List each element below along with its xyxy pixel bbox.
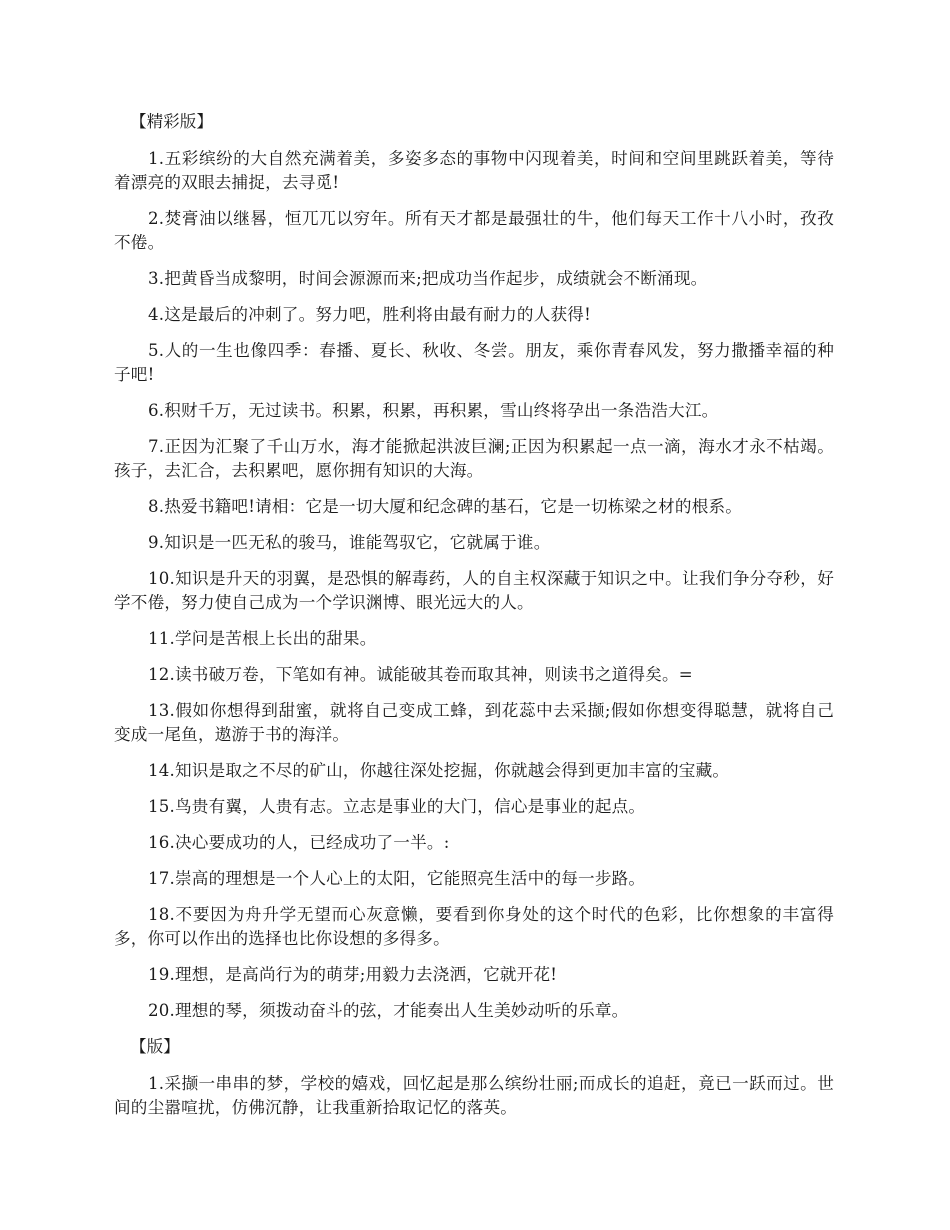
- paragraph-7: 7.正因为汇聚了千山万水，海才能掀起洪波巨澜;正因为积累起一点一滴，海水才永不枯竭。孩子，去汇合，去积累吧，愿你拥有知识的大海。: [114, 437, 834, 480]
- paragraph-1: 1.五彩缤纷的大自然充满着美，多姿多态的事物中闪现着美，时间和空间里跳跃着美，等待着漂亮的双眼去捕捉，去寻觅!: [114, 149, 834, 192]
- paragraph-6: 6.积财千万，无过读书。积累，积累，再积累，雪山终将孕出一条浩浩大江。: [148, 401, 719, 420]
- paragraph-20: 20.理想的琴，须拨动奋斗的弦，才能奏出人生美妙动听的乐章。: [148, 1001, 629, 1020]
- paragraph-16: 16.决心要成功的人，已经成功了一半。:: [148, 833, 450, 852]
- paragraph-4: 4.这是最后的冲刺了。努力吧，胜利将由最有耐力的人获得!: [148, 305, 591, 324]
- paragraph-12: 12.读书破万卷，下笔如有神。诚能破其卷而取其神，则读书之道得矣。=: [148, 665, 693, 684]
- paragraph-14: 14.知识是取之不尽的矿山，你越往深处挖掘，你就越会得到更加丰富的宝藏。: [148, 761, 730, 780]
- paragraph-9: 9.知识是一匹无私的骏马，谁能驾驭它，它就属于谁。: [148, 533, 551, 552]
- paragraph-13: 13.假如你想得到甜蜜，就将自己变成工蜂，到花蕊中去采撷;假如你想变得聪慧，就将自己变成一尾鱼，遨游于书的海洋。: [114, 701, 834, 744]
- paragraph-2: 2.焚膏油以继晷，恒兀兀以穷年。所有天才都是最强壮的牛，他们每天工作十八小时，孜孜不倦。: [114, 209, 834, 252]
- paragraph-3: 3.把黄昏当成黎明，时间会源源而来;把成功当作起步，成绩就会不断涌现。: [148, 269, 708, 288]
- document-body: [114, 110, 834, 1132]
- paragraph-10: 10.知识是升天的羽翼，是恐惧的解毒药，人的自主权深藏于知识之中。让我们争分夺秒，好学不倦，努力使自己成为一个学识渊博、眼光远大的人。: [114, 569, 834, 612]
- paragraph-15: 15.鸟贵有翼，人贵有志。立志是事业的大门，信心是事业的起点。: [148, 797, 646, 816]
- paragraph-5: 5.人的一生也像四季：春播、夏长、秋收、冬尝。朋友，乘你青春风发，努力撒播幸福的种子吧!: [114, 341, 834, 384]
- paragraph-ban-1: 1.采撷一串串的梦，学校的嬉戏，回忆起是那么缤纷壮丽;而成长的追赶，竟已一跃而过。世间的尘嚣喧扰，仿佛沉静，让我重新拾取记忆的落英。: [114, 1074, 834, 1117]
- paragraph-17: 17.崇高的理想是一个人心上的太阳，它能照亮生活中的每一步路。: [148, 869, 646, 888]
- paragraph-11: 11.学问是苦根上长出的甜果。: [148, 629, 377, 648]
- paragraph-18: 18.不要因为舟升学无望而心灰意懒，要看到你身处的这个时代的色彩，比你想象的丰富得多，你可以作出的选择也比你设想的多得多。: [114, 905, 834, 948]
- section-heading-ban: 【版】: [130, 1037, 180, 1056]
- paragraph-19: 19.理想，是高尚行为的萌芽;用毅力去浇洒，它就开花!: [148, 965, 558, 984]
- section-heading-jingcai: 【精彩版】: [130, 112, 213, 131]
- paragraph-8: 8.热爱书籍吧!请相：它是一切大厦和纪念碑的基石，它是一切栋梁之材的根系。: [148, 497, 743, 516]
